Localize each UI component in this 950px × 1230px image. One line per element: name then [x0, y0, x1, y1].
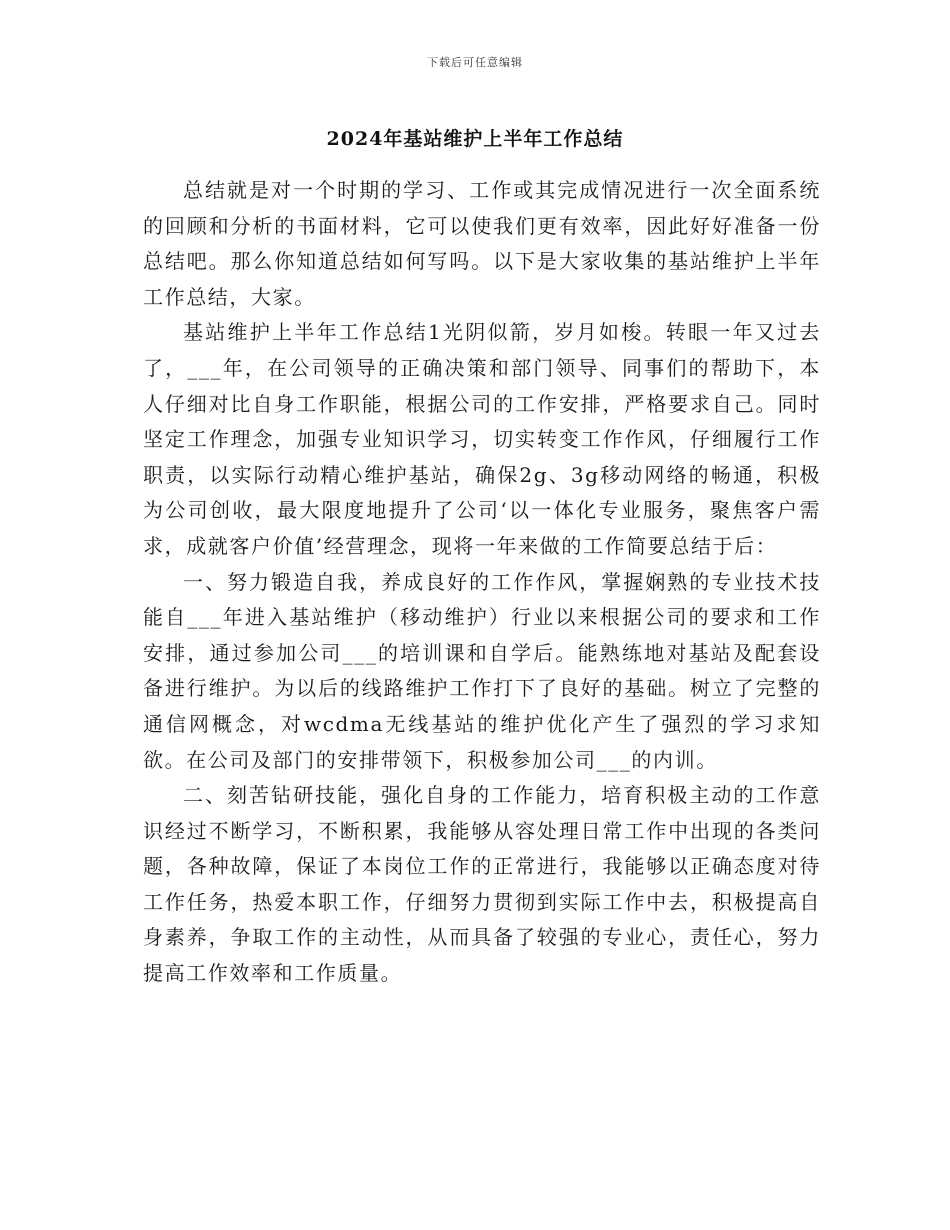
paragraph-section-2: 二、刻苦钻研技能，强化自身的工作能力，培育积极主动的工作意识经过不断学习，不断积累，我能够从容处理日常工作中出现的各类问题，各种故障，保证了本岗位工作的正常进行，我能够以正确态度对待工作任务，热爱本职工作，仔细努力贯彻到实际工作中去，积极提高自身素养，争取工作的主动性，从而具备了较强的专业心，责任心，努力提高工作效率和工作质量。	[143, 783, 821, 986]
paragraph-intro: 总结就是对一个时期的学习、工作或其完成情况进行一次全面系统的回顾和分析的书面材料，它可以使我们更有效率，因此好好准备一份总结吧。那么你知道总结如何写吗。以下是大家收集的基站维护上半年工作总结，大家。	[143, 178, 821, 309]
document-body	[143, 173, 821, 992]
document-title: 2024年基站维护上半年工作总结	[326, 128, 624, 150]
paragraph-summary-1: 基站维护上半年工作总结1光阴似箭，岁月如梭。转眼一年又过去了，___年，在公司领导的正确决策和部门领导、同事们的帮助下，本人仔细对比自身工作职能，根据公司的工作安排，严格要求自己。同时坚定工作理念，加强专业知识学习，切实转变工作作风，仔细履行工作职责，以实际行动精心维护基站，确保2g、3g移动网络的畅通，积极为公司创收，最大限度地提升了公司‘以一体化专业服务，聚焦客户需求，成就客户价值’经营理念，现将一年来做的工作简要总结于后：	[143, 320, 821, 558]
header-note: 下载后可任意编辑	[427, 56, 523, 69]
paragraph-section-1: 一、努力锻造自我，养成良好的工作作风，掌握娴熟的专业技术技能自___年进入基站维护（移动维护）行业以来根据公司的要求和工作安排，通过参加公司___的培训课和自学后。能熟练地对基站及配套设备进行维护。为以后的线路维护工作打下了良好的基础。树立了完整的通信网概念，对wcdma无线基站的维护优化产生了强烈的学习求知欲。在公司及部门的安排带领下，积极参加公司___的内训。	[143, 569, 821, 772]
